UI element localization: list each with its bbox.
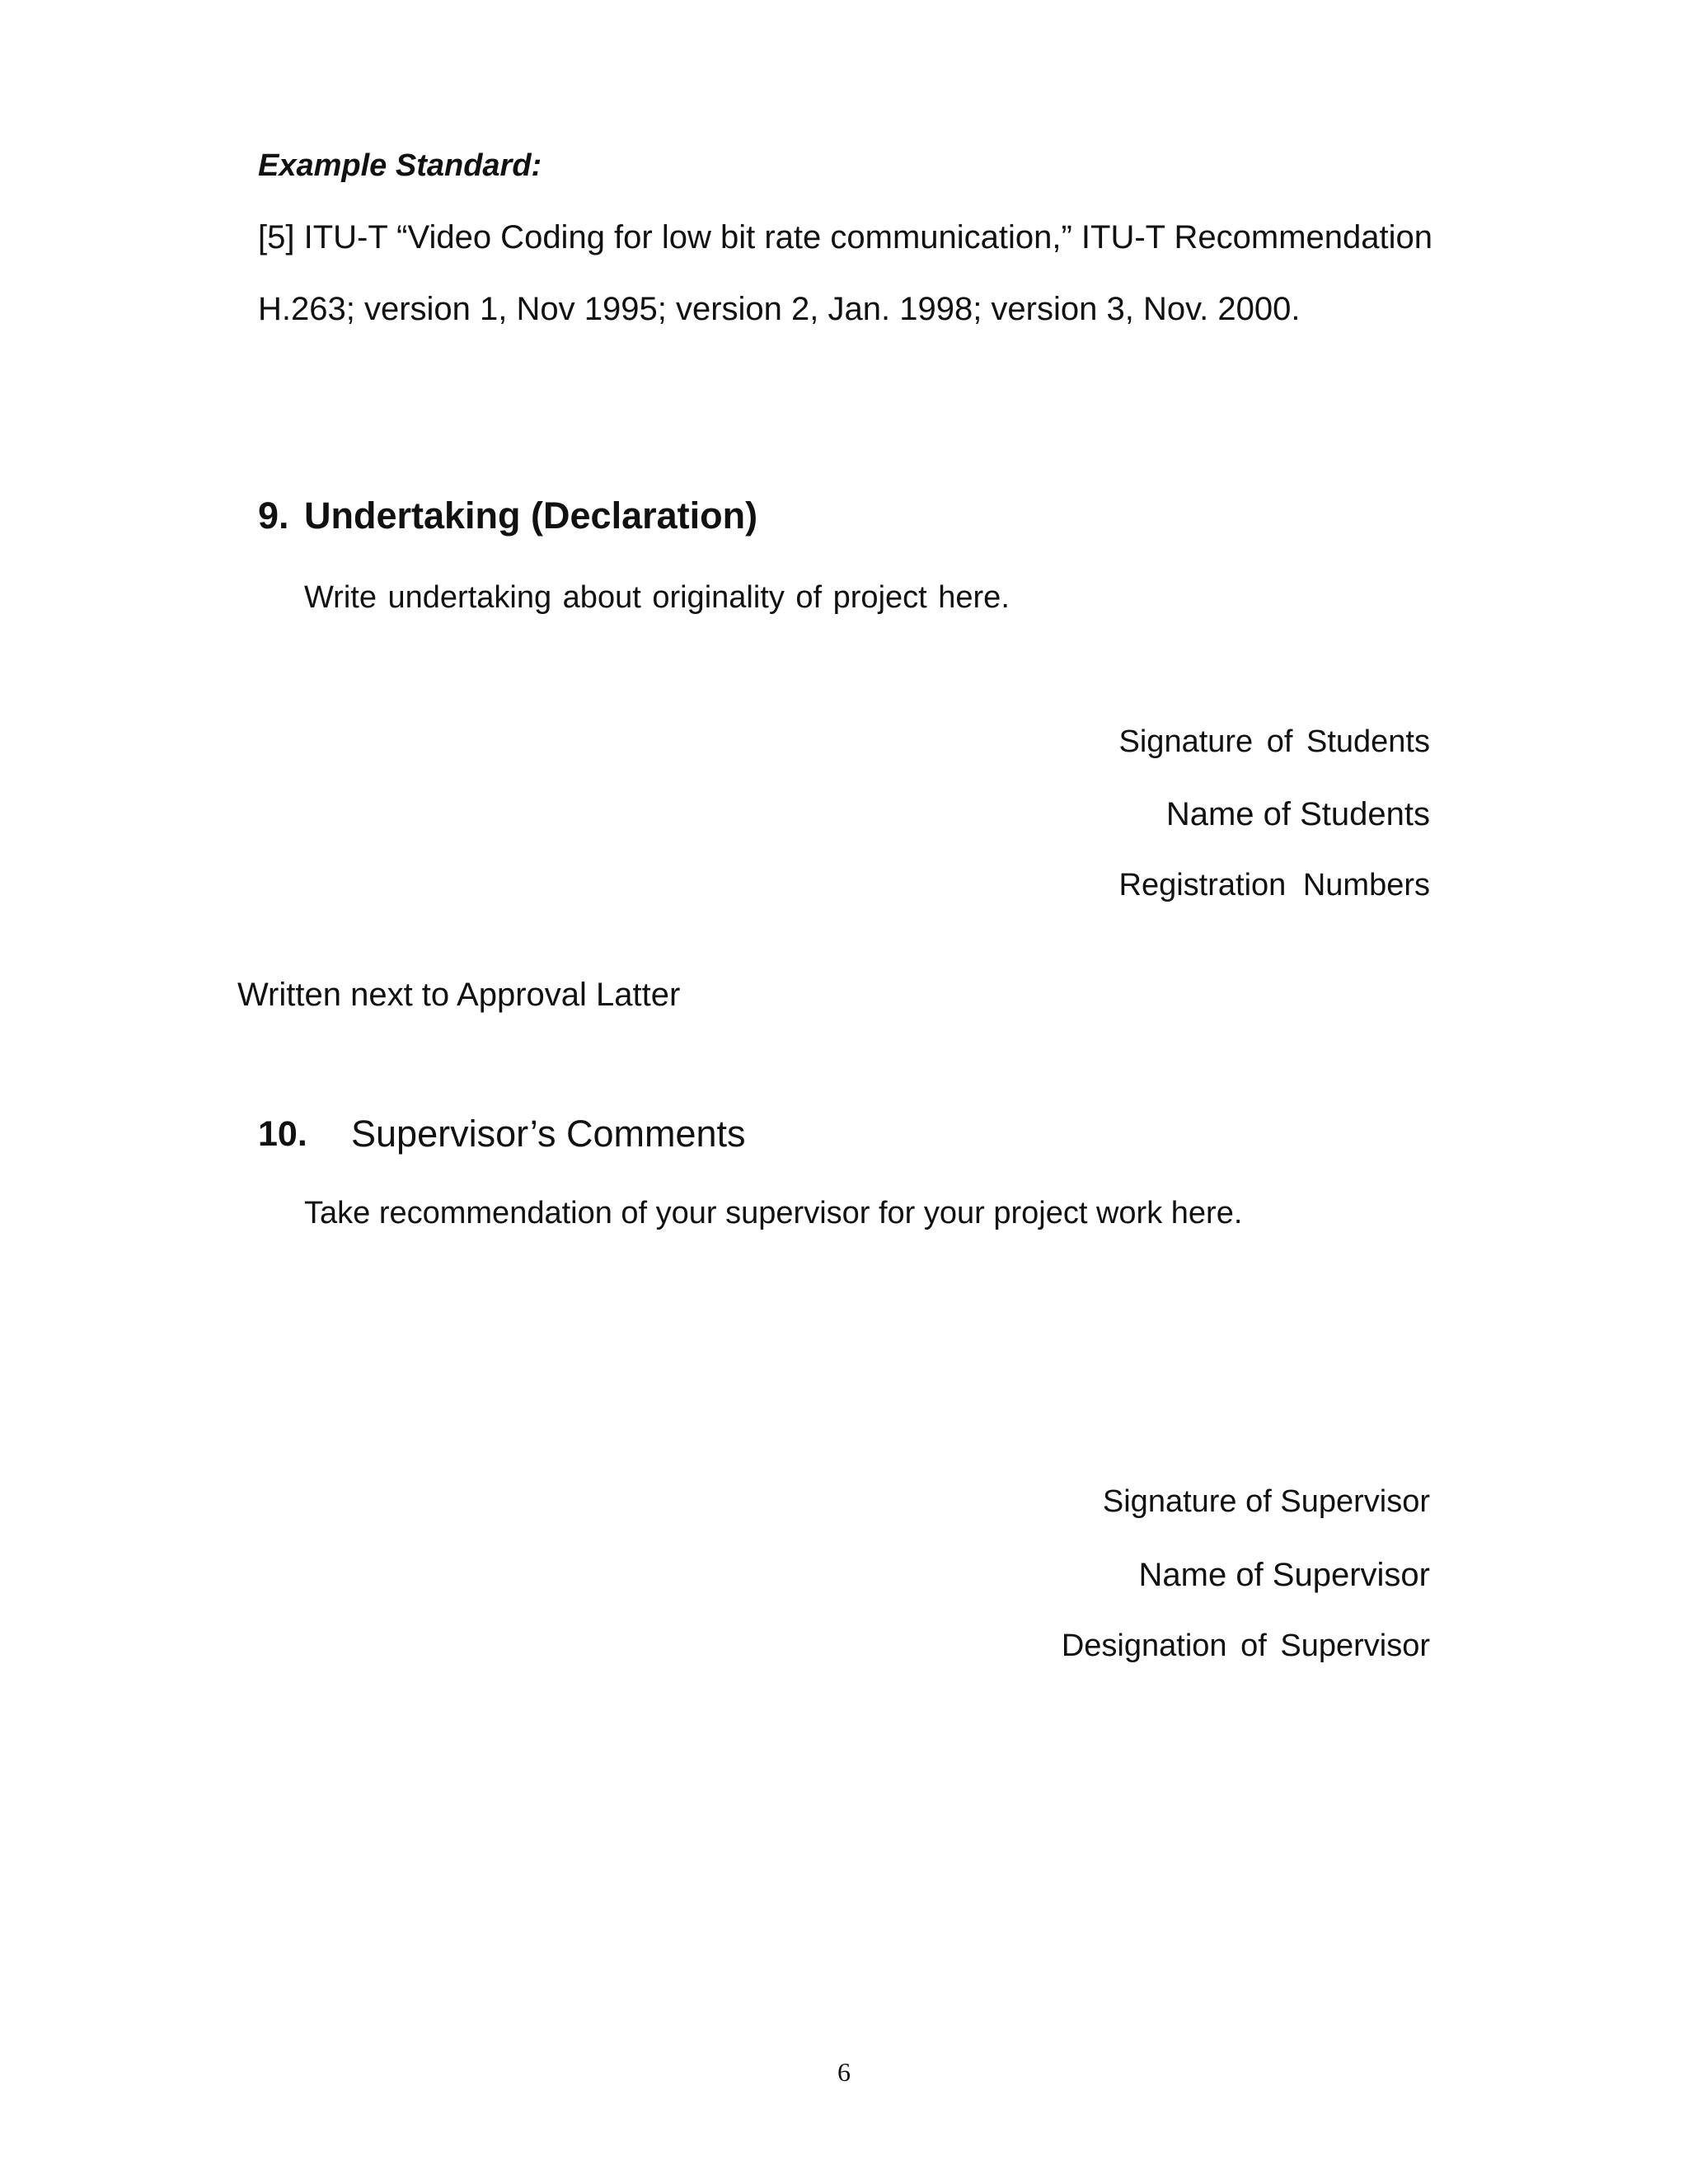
section-10-body: Take recommendation of your supervisor for your project work here. xyxy=(304,1196,1243,1230)
section-9-number: 9. xyxy=(258,494,289,537)
name-of-students: Name of Students xyxy=(1165,796,1430,832)
section-9-body: Write undertaking about originality of project here. xyxy=(304,580,1010,615)
section-10-title: Supervisor’s Comments xyxy=(351,1113,746,1155)
signature-of-supervisor: Signature of Supervisor xyxy=(1102,1484,1430,1519)
approval-note: Written next to Approval Latter xyxy=(237,977,681,1013)
section-10-number: 10. xyxy=(258,1114,307,1154)
signature-of-students: Signature of Students xyxy=(1118,724,1430,759)
reference-line-2: H.263; version 1, Nov 1995; version 2, Jan. 1998; version 3, Nov. 2000. xyxy=(258,291,1301,327)
example-standard-heading: Example Standard: xyxy=(258,148,542,183)
section-9-title: Undertaking (Declaration) xyxy=(304,494,758,537)
designation-of-supervisor: Designation of Supervisor xyxy=(1061,1629,1430,1663)
registration-numbers: Registration Numbers xyxy=(1118,868,1430,902)
page-number: 6 xyxy=(837,2057,851,2087)
reference-line-1: [5] ITU-T “Video Coding for low bit rate communication,” ITU-T Recommendation xyxy=(258,219,1432,255)
name-of-supervisor: Name of Supervisor xyxy=(1138,1557,1430,1593)
